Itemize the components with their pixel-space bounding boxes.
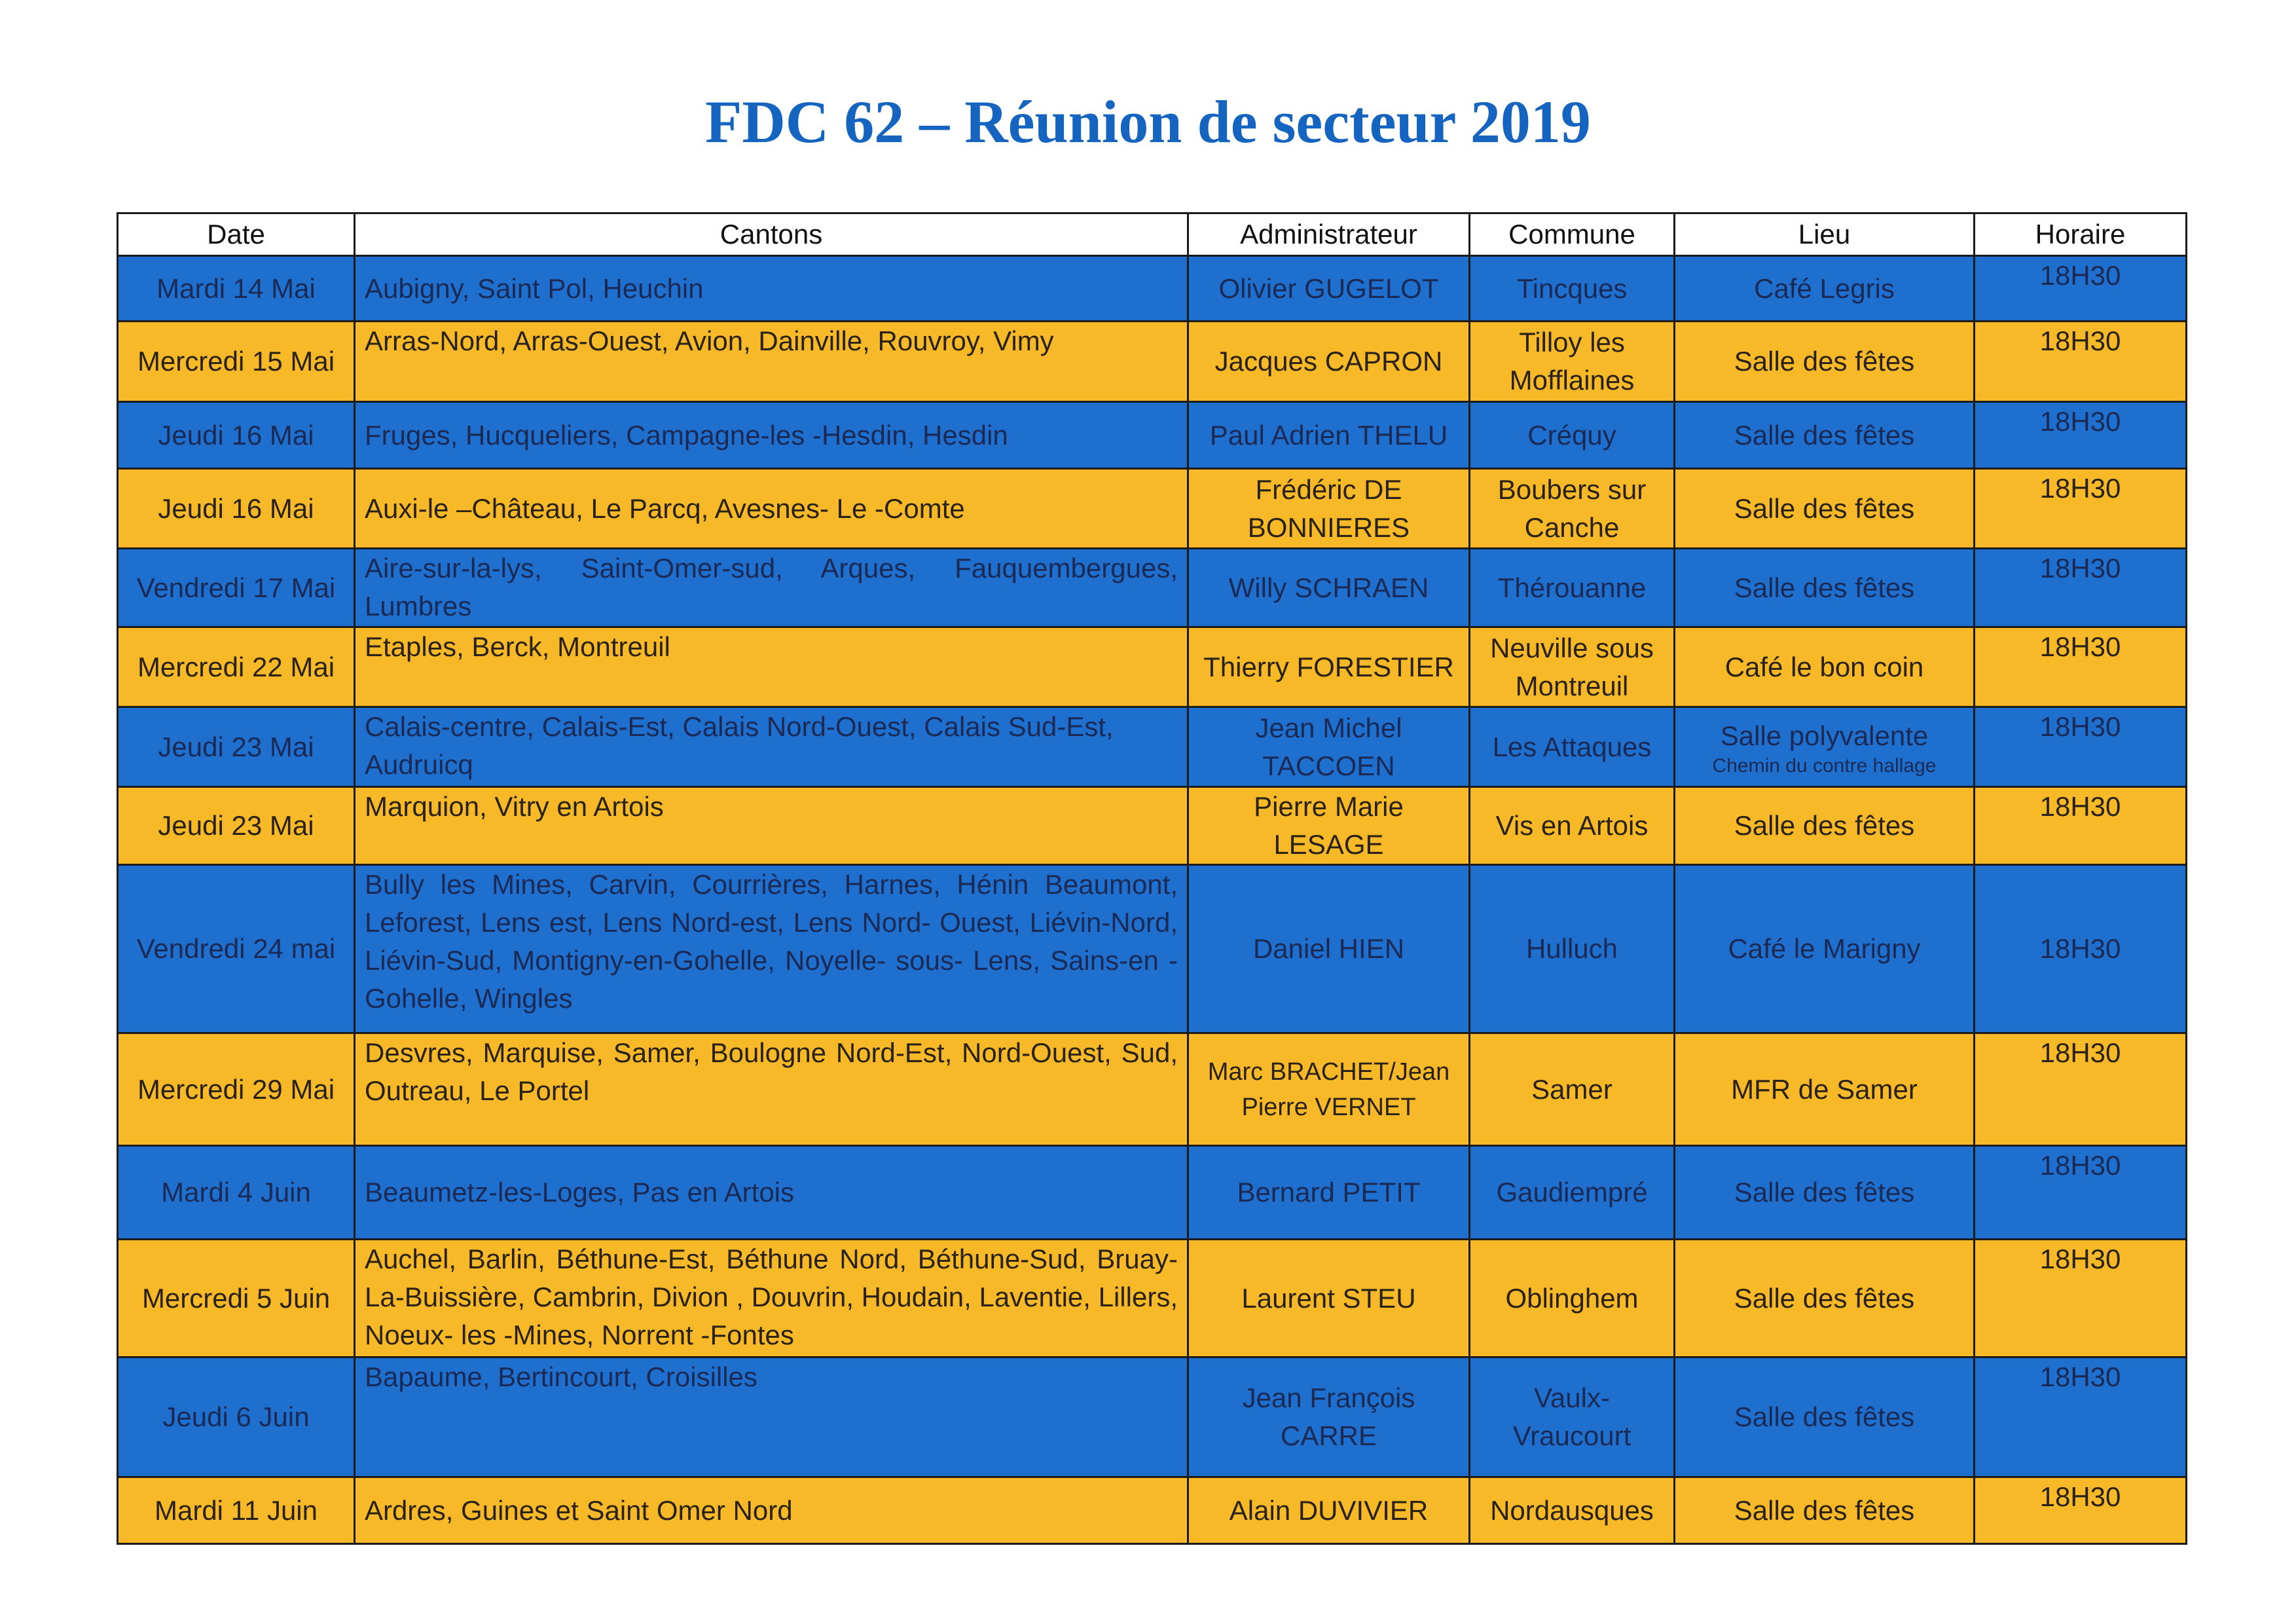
- cell-lieu: Salle des fêtes: [1675, 1146, 1975, 1240]
- cell-commune: Gaudiempré: [1470, 1146, 1675, 1240]
- cell-cantons: Aubigny, Saint Pol, Heuchin: [355, 256, 1188, 322]
- cell-commune: Les Attaques: [1470, 707, 1675, 787]
- table-row: [118, 469, 2187, 549]
- table-row: [118, 627, 2187, 707]
- cell-cantons: Auchel, Barlin, Béthune-Est, Béthune Nord, Béthune-Sud, Bruay- La-Buissière, Cambrin, Divion , Douvrin, Houdain, Laventie, Lillers, Noeux- les -Mines, Norrent -Fontes: [355, 1240, 1188, 1357]
- cell-cantons: Arras-Nord, Arras-Ouest, Avion, Dainville, Rouvroy, Vimy: [355, 322, 1188, 402]
- cell-lieu: Café le Marigny: [1675, 865, 1975, 1033]
- cell-cantons: Auxi-le –Château, Le Parcq, Avesnes- Le -Comte: [355, 469, 1188, 549]
- cell-administrateur: Bernard PETIT: [1188, 1146, 1470, 1240]
- table-row: [118, 322, 2187, 402]
- cell-date: Vendredi 24 mai: [118, 865, 355, 1033]
- cell-commune: Créquy: [1470, 402, 1675, 469]
- header-administrateur: Administrateur: [1188, 213, 1470, 256]
- cell-commune: Samer: [1470, 1033, 1675, 1146]
- cell-commune: Neuville sous Montreuil: [1470, 627, 1675, 707]
- cell-administrateur: Willy SCHRAEN: [1188, 549, 1470, 627]
- cell-horaire: 18H30: [1975, 469, 2187, 549]
- cell-date: Jeudi 16 Mai: [118, 402, 355, 469]
- cell-horaire: 18H30: [1975, 865, 2187, 1033]
- cell-lieu: Salle des fêtes: [1675, 1357, 1975, 1477]
- cell-date: Mercredi 29 Mai: [118, 1033, 355, 1146]
- cell-date: Mercredi 15 Mai: [118, 322, 355, 402]
- table-row: [118, 1357, 2187, 1477]
- cell-cantons: Calais-centre, Calais-Est, Calais Nord-Ouest, Calais Sud-Est, Audruicq: [355, 707, 1188, 787]
- cell-cantons: Beaumetz-les-Loges, Pas en Artois: [355, 1146, 1188, 1240]
- cell-date: Mardi 11 Juin: [118, 1477, 355, 1544]
- schedule-table: [117, 212, 2187, 1545]
- table-row: [118, 549, 2187, 627]
- cell-lieu: Café Legris: [1675, 256, 1975, 322]
- cell-commune: Oblinghem: [1470, 1240, 1675, 1357]
- cell-horaire: 18H30: [1975, 402, 2187, 469]
- cell-cantons: Fruges, Hucqueliers, Campagne-les -Hesdin, Hesdin: [355, 402, 1188, 469]
- cell-horaire: 18H30: [1975, 256, 2187, 322]
- cell-cantons: Bully les Mines, Carvin, Courrières, Harnes, Hénin Beaumont, Leforest, Lens est, Lens Nord-est, Lens Nord- Ouest, Liévin-Nord, Liévin-Sud, Montigny-en-Gohelle, Noyelle- sous- Lens, Sains-en -Gohelle, Wingles: [355, 865, 1188, 1033]
- cell-horaire: 18H30: [1975, 627, 2187, 707]
- cell-lieu: Salle des fêtes: [1675, 402, 1975, 469]
- cell-lieu: Café le bon coin: [1675, 627, 1975, 707]
- cell-lieu: Salle des fêtes: [1675, 1477, 1975, 1544]
- cell-date: Mardi 14 Mai: [118, 256, 355, 322]
- lieu-name: Salle polyvalente: [1720, 720, 1929, 751]
- cell-commune: Nordausques: [1470, 1477, 1675, 1544]
- header-lieu: Lieu: [1675, 213, 1975, 256]
- cell-horaire: 18H30: [1975, 787, 2187, 865]
- cell-horaire: 18H30: [1975, 1240, 2187, 1357]
- table-row: [118, 1240, 2187, 1357]
- cell-date: Mercredi 5 Juin: [118, 1240, 355, 1357]
- cell-cantons: Aire-sur-la-lys, Saint-Omer-sud, Arques, Fauquembergues, Lumbres: [355, 549, 1188, 627]
- cell-horaire: 18H30: [1975, 1033, 2187, 1146]
- cell-commune: Vis en Artois: [1470, 787, 1675, 865]
- cell-administrateur: Jean François CARRE: [1188, 1357, 1470, 1477]
- cell-lieu: Salle des fêtes: [1675, 469, 1975, 549]
- table-row: [118, 707, 2187, 787]
- table-header-row: [118, 213, 2187, 256]
- cell-lieu: MFR de Samer: [1675, 1033, 1975, 1146]
- cell-administrateur: Alain DUVIVIER: [1188, 1477, 1470, 1544]
- cell-cantons: Marquion, Vitry en Artois: [355, 787, 1188, 865]
- cell-commune: Thérouanne: [1470, 549, 1675, 627]
- cell-lieu: Salle des fêtes: [1675, 1240, 1975, 1357]
- cell-date: Vendredi 17 Mai: [118, 549, 355, 627]
- cell-commune: Tilloy les Mofflaines: [1470, 322, 1675, 402]
- page-title: FDC 62 – Réunion de secteur 2019: [705, 88, 1591, 155]
- cell-cantons: Bapaume, Bertincourt, Croisilles: [355, 1357, 1188, 1477]
- cell-horaire: 18H30: [1975, 1477, 2187, 1544]
- cell-lieu: Salle des fêtes: [1675, 549, 1975, 627]
- cell-administrateur: Olivier GUGELOT: [1188, 256, 1470, 322]
- cell-horaire: 18H30: [1975, 1357, 2187, 1477]
- cell-administrateur: Frédéric DE BONNIERES: [1188, 469, 1470, 549]
- cell-commune: Tincques: [1470, 256, 1675, 322]
- header-horaire: Horaire: [1975, 213, 2187, 256]
- cell-commune: Hulluch: [1470, 865, 1675, 1033]
- cell-administrateur: Pierre Marie LESAGE: [1188, 787, 1470, 865]
- cell-horaire: 18H30: [1975, 322, 2187, 402]
- table-row: [118, 787, 2187, 865]
- cell-date: Mercredi 22 Mai: [118, 627, 355, 707]
- table-row: [118, 256, 2187, 322]
- cell-administrateur: Marc BRACHET/Jean Pierre VERNET: [1188, 1033, 1470, 1146]
- cell-cantons: Etaples, Berck, Montreuil: [355, 627, 1188, 707]
- cell-lieu: Salle des fêtes: [1675, 322, 1975, 402]
- header-date: Date: [118, 213, 355, 256]
- cell-horaire: 18H30: [1975, 707, 2187, 787]
- cell-lieu: Salle des fêtes: [1675, 787, 1975, 865]
- table-row: [118, 1033, 2187, 1146]
- cell-administrateur: Daniel HIEN: [1188, 865, 1470, 1033]
- table-row: [118, 1477, 2187, 1544]
- cell-date: Mardi 4 Juin: [118, 1146, 355, 1240]
- cell-administrateur: Laurent STEU: [1188, 1240, 1470, 1357]
- cell-commune: Boubers sur Canche: [1470, 469, 1675, 549]
- cell-cantons: Desvres, Marquise, Samer, Boulogne Nord-Est, Nord-Ouest, Sud, Outreau, Le Portel: [355, 1033, 1188, 1146]
- cell-cantons: Ardres, Guines et Saint Omer Nord: [355, 1477, 1188, 1544]
- cell-date: Jeudi 23 Mai: [118, 787, 355, 865]
- table-row: [118, 402, 2187, 469]
- cell-date: Jeudi 23 Mai: [118, 707, 355, 787]
- lieu-address: Chemin du contre hallage: [1712, 754, 1937, 777]
- table-row: [118, 865, 2187, 1033]
- cell-date: Jeudi 6 Juin: [118, 1357, 355, 1477]
- cell-administrateur: Jean Michel TACCOEN: [1188, 707, 1470, 787]
- cell-horaire: 18H30: [1975, 1146, 2187, 1240]
- cell-administrateur: Jacques CAPRON: [1188, 322, 1470, 402]
- cell-administrateur: Paul Adrien THELU: [1188, 402, 1470, 469]
- cell-date: Jeudi 16 Mai: [118, 469, 355, 549]
- header-commune: Commune: [1470, 213, 1675, 256]
- header-cantons: Cantons: [355, 213, 1188, 256]
- cell-commune: Vaulx-Vraucourt: [1470, 1357, 1675, 1477]
- table-row: [118, 1146, 2187, 1240]
- cell-administrateur: Thierry FORESTIER: [1188, 627, 1470, 707]
- cell-horaire: 18H30: [1975, 549, 2187, 627]
- cell-lieu: [1675, 707, 1975, 787]
